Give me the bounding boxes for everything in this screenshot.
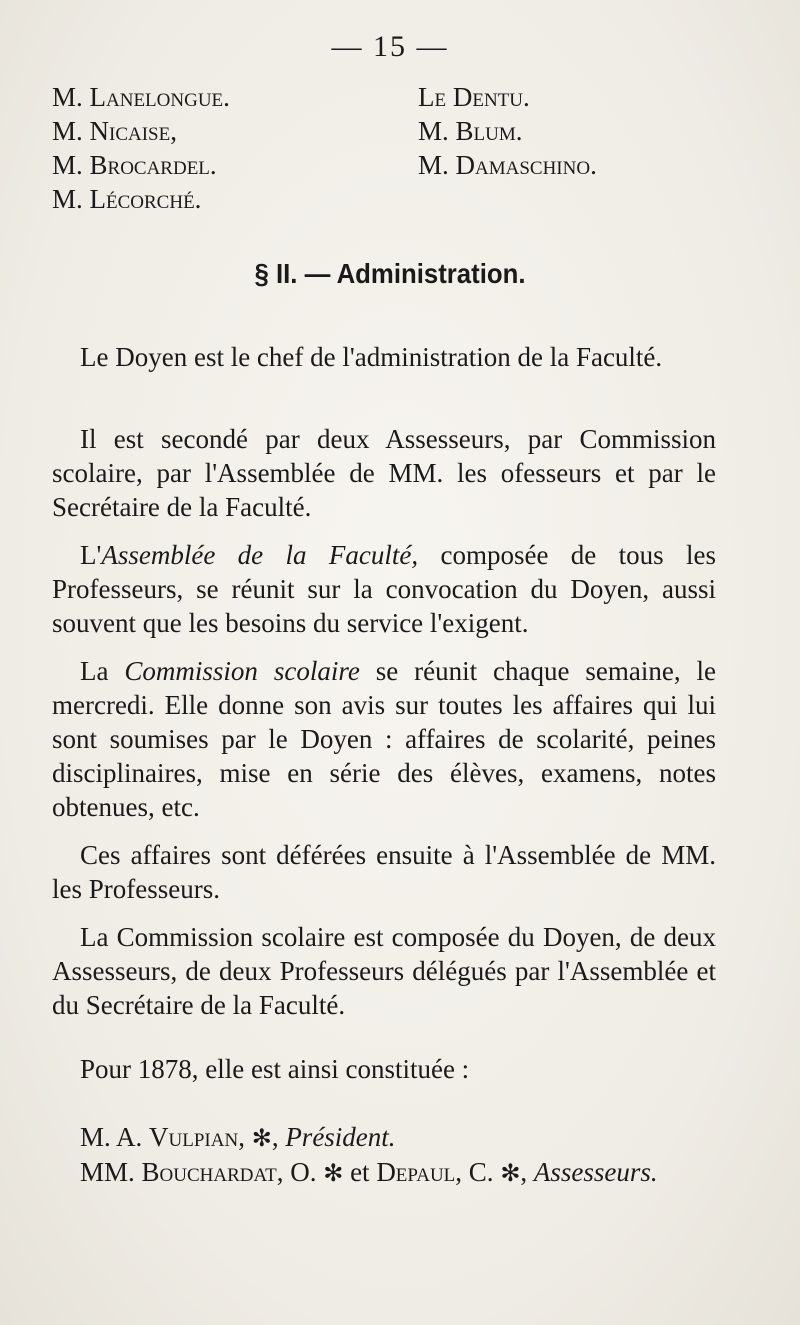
assessor-rank: , O.	[276, 1157, 324, 1187]
name-item: M. Nicaise,	[52, 116, 177, 146]
paragraph-5	[52, 838, 716, 906]
president-line: M. A. Vulpian, ✻, Président.	[80, 1122, 396, 1152]
paragraph-text: Ces affaires sont déférées ensuite à l'Assemblée de MM. les Professeurs.	[52, 840, 716, 904]
assessor-name: Depaul	[376, 1157, 456, 1187]
names-list-right	[418, 80, 597, 182]
legion-star-icon: ✻	[323, 1159, 344, 1187]
paragraph-text	[52, 654, 716, 824]
section-number: § II.	[254, 258, 298, 289]
section-title: Administration.	[336, 258, 526, 289]
page-number: — 15 —	[331, 30, 449, 63]
name-item: M. Damaschino.	[418, 150, 597, 180]
president-role: Président.	[285, 1122, 396, 1152]
legion-star-icon: ✻	[251, 1124, 272, 1152]
assessors-role: Assesseurs.	[533, 1157, 658, 1187]
connector-text: et	[343, 1157, 377, 1187]
assessor-name: Bouchardat	[141, 1157, 277, 1187]
name-item: M. Lanelongue.	[52, 82, 230, 112]
text-prefix: La	[80, 656, 125, 686]
text-rest: se réunit chaque semaine, le mercredi. Elle donne son avis sur toutes les affaires qui lui sont soumises par le Doyen : affaires de scolarité, peines disciplinaires, mise en série des élèves, examens, notes obtenues, etc.	[52, 656, 716, 822]
paragraph-text: La Commission scolaire est composée du Doyen, de deux Assesseurs, de deux Professeurs délégués par l'Assemblée et du Secrétaire de la Faculté.	[52, 922, 716, 1020]
paragraph-1	[52, 340, 716, 374]
members-list	[52, 1120, 716, 1190]
italic-term: Commission scolaire	[124, 656, 360, 686]
name-item: M. Brocardel.	[52, 150, 217, 180]
text-prefix: L'	[80, 540, 102, 570]
name-item: M. Blum.	[418, 116, 523, 146]
paragraph-text	[52, 538, 716, 640]
section-heading	[31, 258, 749, 290]
name-item: Le Dentu.	[418, 82, 530, 112]
paragraph-4	[52, 654, 716, 824]
text-rest: composée de tous les Professeurs, se réunit sur la convocation du Doyen, aussi souvent que les besoins du service l'exigent.	[52, 540, 716, 638]
paragraph-text: Le Doyen est le chef de l'administration de la Faculté.	[80, 342, 663, 372]
president-name: Vulpian	[149, 1122, 239, 1152]
names-list-left	[52, 80, 230, 216]
section-dash: —	[297, 258, 337, 289]
legion-star-icon: ✻	[500, 1159, 521, 1187]
paragraph-text: Pour 1878, elle est ainsi constituée :	[80, 1054, 470, 1084]
assessors-prefix: MM.	[80, 1157, 142, 1187]
president-prefix: M. A.	[80, 1122, 150, 1152]
paragraph-text: Il est secondé par deux Assesseurs, par Commission scolaire, par l'Assemblée de MM. les ofesseurs et par le Secrétaire de la Faculté.	[52, 424, 716, 522]
paragraph-7	[52, 1052, 716, 1086]
paragraph-3	[52, 538, 716, 640]
paragraph-2	[52, 422, 716, 524]
assessor-rank: , C.	[455, 1157, 501, 1187]
assessors-line: MM. Bouchardat, O. ✻ et Depaul, C. ✻, Assesseurs.	[80, 1157, 658, 1187]
paragraph-6	[52, 920, 716, 1022]
name-item: M. Lécorché.	[52, 184, 202, 214]
italic-term: Assemblée de la Faculté,	[101, 540, 419, 570]
